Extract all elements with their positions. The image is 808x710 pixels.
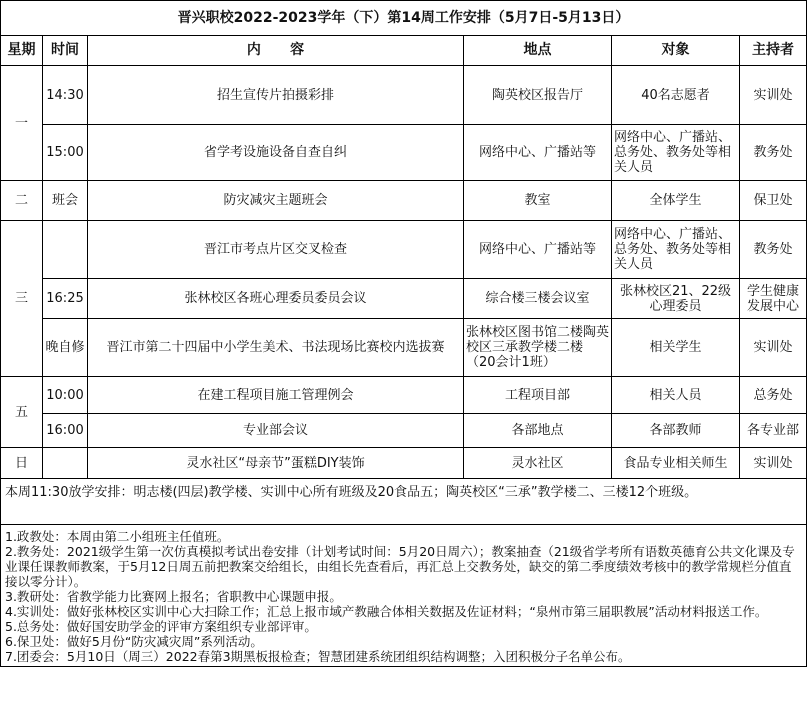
time-cell: 16:25: [43, 279, 88, 319]
time-cell: 16:00: [43, 414, 88, 448]
notes-cell: [1, 525, 807, 667]
content-cell: 专业部会议: [88, 414, 464, 448]
target-cell: 各部教师: [612, 414, 740, 448]
day-cell: 三: [1, 221, 43, 377]
table-row: [1, 221, 807, 279]
header-host: 主持者: [740, 36, 807, 66]
place-cell: 网络中心、广播站等: [464, 125, 612, 181]
host-cell: 实训处: [740, 448, 807, 479]
target-cell: 相关学生: [612, 319, 740, 377]
target-cell: 网络中心、广播站、总务处、教务处等相关人员: [612, 125, 740, 181]
table-row: [1, 414, 807, 448]
time-cell: [43, 221, 88, 279]
notes-row: [1, 525, 807, 667]
table-row: [1, 125, 807, 181]
header-content: 内 容: [88, 36, 464, 66]
content-cell: 灵水社区“母亲节”蛋糕DIY装饰: [88, 448, 464, 479]
place-cell: 陶英校区报告厅: [464, 66, 612, 125]
header-place: 地点: [464, 36, 612, 66]
time-cell: 10:00: [43, 377, 88, 414]
target-cell: 张林校区21、22级心理委员: [612, 279, 740, 319]
day-cell: 一: [1, 66, 43, 181]
host-cell: 实训处: [740, 319, 807, 377]
note-item: 2.教务处：2021级学生第一次仿真模拟考试出卷安排（计划考试时间：5月20日周六）；教案抽查（21级省学考所有语数英德育公共文化课及专业课任课教师教案，于5月12日周五前把教案交给组长，由组长先查看后，再汇总上交教务处，缺交的第二季度绩效考核中的教学常规栏分值直接以零分计）。: [5, 544, 795, 589]
target-cell: 全体学生: [612, 181, 740, 221]
target-cell: 40名志愿者: [612, 66, 740, 125]
host-cell: 教务处: [740, 125, 807, 181]
header-day: 星期: [1, 36, 43, 66]
content-cell: 晋江市考点片区交叉检查: [88, 221, 464, 279]
day-cell: 二: [1, 181, 43, 221]
note-item: 3.教研处：省教学能力比赛网上报名；省职教中心课题申报。: [5, 589, 342, 604]
table-row: [1, 448, 807, 479]
table-row: [1, 181, 807, 221]
table-row: [1, 319, 807, 377]
content-cell: 省学考设施设备自查自纠: [88, 125, 464, 181]
place-cell: 网络中心、广播站等: [464, 221, 612, 279]
table-row: [1, 377, 807, 414]
dismissal-row: [1, 479, 807, 525]
page-title: 晋兴职校2022-2023学年（下）第14周工作安排（5月7日-5月13日）: [1, 1, 807, 36]
host-cell: 各专业部: [740, 414, 807, 448]
content-cell: 招生宣传片拍摄彩排: [88, 66, 464, 125]
time-cell: 班会: [43, 181, 88, 221]
host-cell: 教务处: [740, 221, 807, 279]
host-cell: 保卫处: [740, 181, 807, 221]
dismissal-note: 本周11:30放学安排：明志楼(四层)教学楼、实训中心所有班级及20食品五；陶英校区“三承”教学楼二、三楼12个班级。: [1, 479, 807, 525]
host-cell: 实训处: [740, 66, 807, 125]
place-cell: 灵水社区: [464, 448, 612, 479]
day-cell: 日: [1, 448, 43, 479]
day-cell: 五: [1, 377, 43, 448]
table-row: [1, 279, 807, 319]
header-target: 对象: [612, 36, 740, 66]
place-cell: 工程项目部: [464, 377, 612, 414]
target-cell: 网络中心、广播站、总务处、教务处等相关人员: [612, 221, 740, 279]
time-cell: 15:00: [43, 125, 88, 181]
header-time: 时间: [43, 36, 88, 66]
place-cell: 张林校区图书馆二楼陶英校区三承教学楼二楼（20会计1班）: [464, 319, 612, 377]
host-cell: 学生健康发展中心: [740, 279, 807, 319]
content-cell: 在建工程项目施工管理例会: [88, 377, 464, 414]
content-cell: 晋江市第二十四届中小学生美术、书法现场比赛校内选拔赛: [88, 319, 464, 377]
time-cell: [43, 448, 88, 479]
note-item: 7.团委会：5月10日（周三）2022春第3期黑板报检查；智慧团建系统团组织结构调整；入团积极分子名单公布。: [5, 649, 631, 664]
table-row: [1, 66, 807, 125]
time-cell: 14:30: [43, 66, 88, 125]
note-item: 4.实训处：做好张林校区实训中心大扫除工作；汇总上报市域产教融合体相关数据及佐证材料；“泉州市第三届职教展”活动材料报送工作。: [5, 604, 768, 619]
content-cell: 防灾减灾主题班会: [88, 181, 464, 221]
note-item: 5.总务处：做好国安助学金的评审方案组织专业部评审。: [5, 619, 317, 634]
content-cell: 张林校区各班心理委员委员会议: [88, 279, 464, 319]
host-cell: 总务处: [740, 377, 807, 414]
note-item: 1.政教处：本周由第二小组班主任值班。: [5, 529, 230, 544]
note-item: 6.保卫处：做好5月份“防灾减灾周”系列活动。: [5, 634, 263, 649]
table-header-row: [1, 36, 807, 66]
time-cell: 晚自修: [43, 319, 88, 377]
place-cell: 综合楼三楼会议室: [464, 279, 612, 319]
target-cell: 相关人员: [612, 377, 740, 414]
place-cell: 教室: [464, 181, 612, 221]
target-cell: 食品专业相关师生: [612, 448, 740, 479]
place-cell: 各部地点: [464, 414, 612, 448]
